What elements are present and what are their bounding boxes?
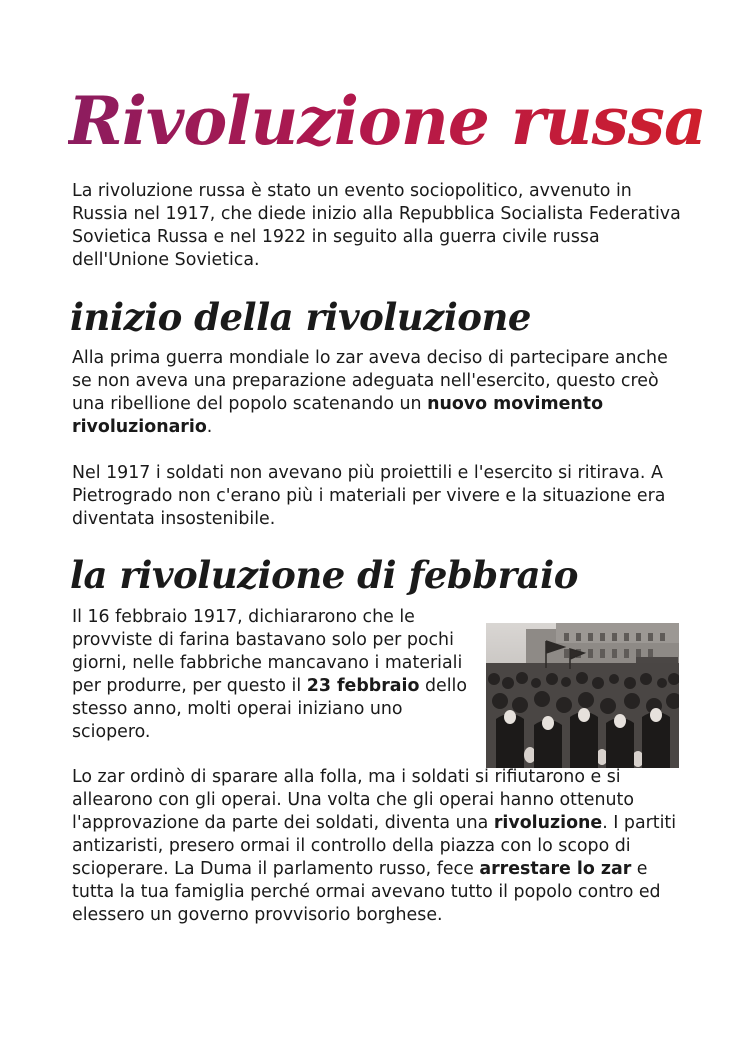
section-heading-inizio: inizio della rivoluzione bbox=[70, 295, 531, 339]
intro-paragraph: La rivoluzione russa è stato un evento sociopolitico, avvenuto in Russia nel 1917, che diede inizio alla Repubblica Socialista Federativa Sovietica Russa e nel 1922 in seguito alla guerra civile russa dell'Unione Sovietica. bbox=[72, 181, 681, 270]
section1-paragraph-1: Alla prima guerra mondiale lo zar aveva deciso di partecipare anche se non aveva una preparazione adeguata nell'esercito, questo creò una ribellione del popolo scatenando un nuovo movimento rivoluzionario. bbox=[72, 348, 668, 437]
section-heading-febbraio: la rivoluzione di febbraio bbox=[70, 553, 578, 597]
crowd-photo bbox=[486, 623, 679, 768]
section1-paragraph-2: Nel 1917 i soldati non avevano più proiettili e l'esercito si ritirava. A Pietrogrado non c'erano più i materiali per vivere e la situazione era diventata insostenibile. bbox=[72, 463, 666, 529]
bold-phrase: 23 febbraio bbox=[306, 676, 420, 696]
section2-paragraph-1: Il 16 febbraio 1917, dichiararono che le provviste di farina bastavano solo per pochi giorni, nelle fabbriche mancavano i materiali per produrre, per questo il 23 febbraio dello stesso anno, molti operai iniziano uno sciopero. bbox=[72, 607, 468, 742]
section2-paragraph-2: Lo zar ordinò di sparare alla folla, ma i soldati si rifiutarono e si allearono con gli operai. Una volta che gli operai hanno ottenuto l'approvazione da parte dei soldati, diventa una rivoluzione. I partiti antizaristi, presero ormai il controllo della piazza con lo scopo di scioperare. La Duma il parlamento russo, fece arrestare lo zar e tutta la tua famiglia perché ormai avevano tutto il popolo contro ed elessero un governo provvisorio borghese. bbox=[72, 767, 677, 925]
bold-phrase: nuovo movimento rivoluzionario bbox=[72, 394, 604, 437]
bold-phrase: rivoluzione bbox=[493, 813, 603, 833]
page-title: Rivoluzione russa bbox=[68, 78, 708, 164]
bold-phrase: arrestare lo zar bbox=[479, 859, 632, 879]
